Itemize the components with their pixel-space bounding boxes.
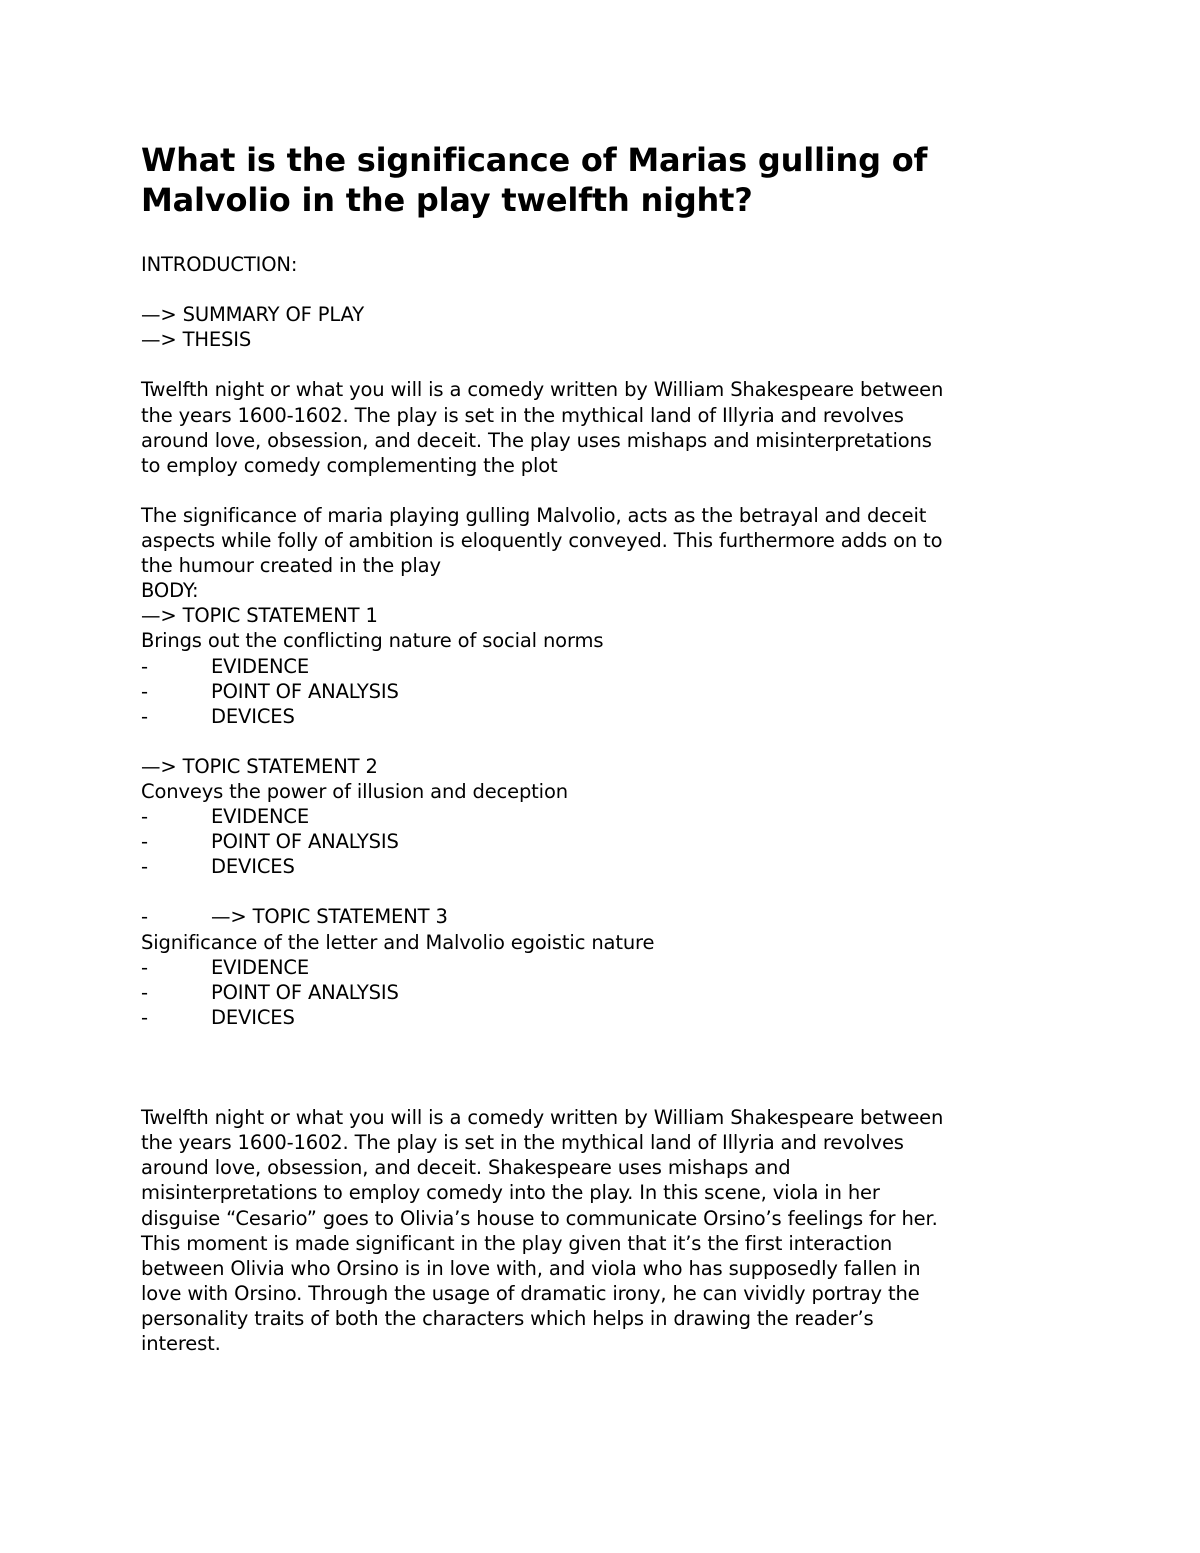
list-item	[141, 1005, 1101, 1030]
dash-marker: -	[141, 679, 148, 703]
paragraph-line: misinterpretations to employ comedy into the play. In this scene, viola in her	[141, 1181, 880, 1205]
paragraph-line: aspects while folly of ambition is eloquently conveyed. This furthermore adds on to	[141, 529, 943, 553]
title-line: What is the significance of Marias gulling of	[141, 141, 928, 179]
introduction-heading: INTRODUCTION:	[141, 253, 298, 276]
list-item-label: POINT OF ANALYSIS	[211, 980, 399, 1004]
topic-statement	[141, 904, 1101, 929]
dash-marker: -	[141, 704, 148, 728]
dash-marker: -	[141, 855, 148, 879]
dash-marker: -	[141, 955, 148, 979]
list-item	[141, 829, 1101, 854]
topic-statement: —> TOPIC STATEMENT 2	[141, 754, 378, 778]
document-title	[141, 140, 1101, 220]
document-body	[141, 252, 1101, 1356]
intro-paragraph-1	[141, 377, 1101, 477]
list-item	[141, 854, 1101, 879]
list-item-label: DEVICES	[211, 855, 295, 879]
list-item	[141, 804, 1101, 829]
topic-statement-label: —> TOPIC STATEMENT 3	[211, 905, 448, 929]
paragraph-line: the years 1600-1602. The play is set in the mythical land of Illyria and revolves	[141, 1131, 904, 1155]
topic-statement: —> TOPIC STATEMENT 1	[141, 604, 378, 628]
topic-3	[141, 904, 1101, 1029]
dash-marker: -	[141, 830, 148, 854]
final-paragraph	[141, 1105, 1101, 1356]
list-item-label: DEVICES	[211, 704, 295, 728]
paragraph-line: Twelfth night or what you will is a comedy written by William Shakespeare between	[141, 378, 944, 402]
dash-marker: -	[141, 905, 148, 929]
list-item	[141, 980, 1101, 1005]
topic-description: Significance of the letter and Malvolio egoistic nature	[141, 930, 655, 954]
paragraph-line: love with Orsino. Through the usage of dramatic irony, he can vividly portray the	[141, 1281, 920, 1305]
title-line: Malvolio in the play twelfth night?	[141, 181, 753, 219]
list-item-label: EVIDENCE	[211, 805, 310, 829]
dash-marker: -	[141, 805, 148, 829]
paragraph-line: interest.	[141, 1332, 221, 1356]
list-item	[141, 704, 1101, 729]
paragraph-line: between Olivia who Orsino is in love with, and viola who has supposedly fallen in	[141, 1256, 921, 1280]
dash-marker: -	[141, 980, 148, 1004]
intro-paragraph-2	[141, 503, 1101, 578]
paragraph-line: This moment is made significant in the play given that it’s the first interaction	[141, 1231, 893, 1255]
list-item-label: EVIDENCE	[211, 955, 310, 979]
paragraph-line: disguise “Cesario” goes to Olivia’s house to communicate Orsino’s feelings for her.	[141, 1206, 938, 1230]
topic-description: Brings out the conflicting nature of social norms	[141, 629, 604, 653]
body-heading: BODY:	[141, 579, 199, 603]
paragraph-line: the humour created in the play	[141, 554, 441, 578]
topic-1	[141, 603, 1101, 728]
dash-marker: -	[141, 1005, 148, 1029]
list-item-label: DEVICES	[211, 1005, 295, 1029]
list-item	[141, 955, 1101, 980]
topic-description: Conveys the power of illusion and deception	[141, 779, 568, 803]
paragraph-line: the years 1600-1602. The play is set in the mythical land of Illyria and revolves	[141, 403, 904, 427]
list-item	[141, 679, 1101, 704]
paragraph-line: personality traits of both the characters which helps in drawing the reader’s	[141, 1306, 874, 1330]
paragraph-line: The significance of maria playing gulling Malvolio, acts as the betrayal and deceit	[141, 503, 927, 527]
paragraph-line: around love, obsession, and deceit. Shakespeare uses mishaps and	[141, 1156, 791, 1180]
topic-2	[141, 754, 1101, 879]
list-item	[141, 654, 1101, 679]
document-content	[141, 140, 1101, 1356]
outline-item: —> THESIS	[141, 328, 252, 352]
paragraph-line: to employ comedy complementing the plot	[141, 453, 558, 477]
dash-marker: -	[141, 654, 148, 678]
list-item-label: POINT OF ANALYSIS	[211, 830, 399, 854]
outline-item: —> SUMMARY OF PLAY	[141, 303, 364, 327]
list-item-label: EVIDENCE	[211, 654, 310, 678]
list-item-label: POINT OF ANALYSIS	[211, 679, 399, 703]
paragraph-line: around love, obsession, and deceit. The play uses mishaps and misinterpretations	[141, 428, 932, 452]
paragraph-line: Twelfth night or what you will is a comedy written by William Shakespeare between	[141, 1106, 944, 1130]
